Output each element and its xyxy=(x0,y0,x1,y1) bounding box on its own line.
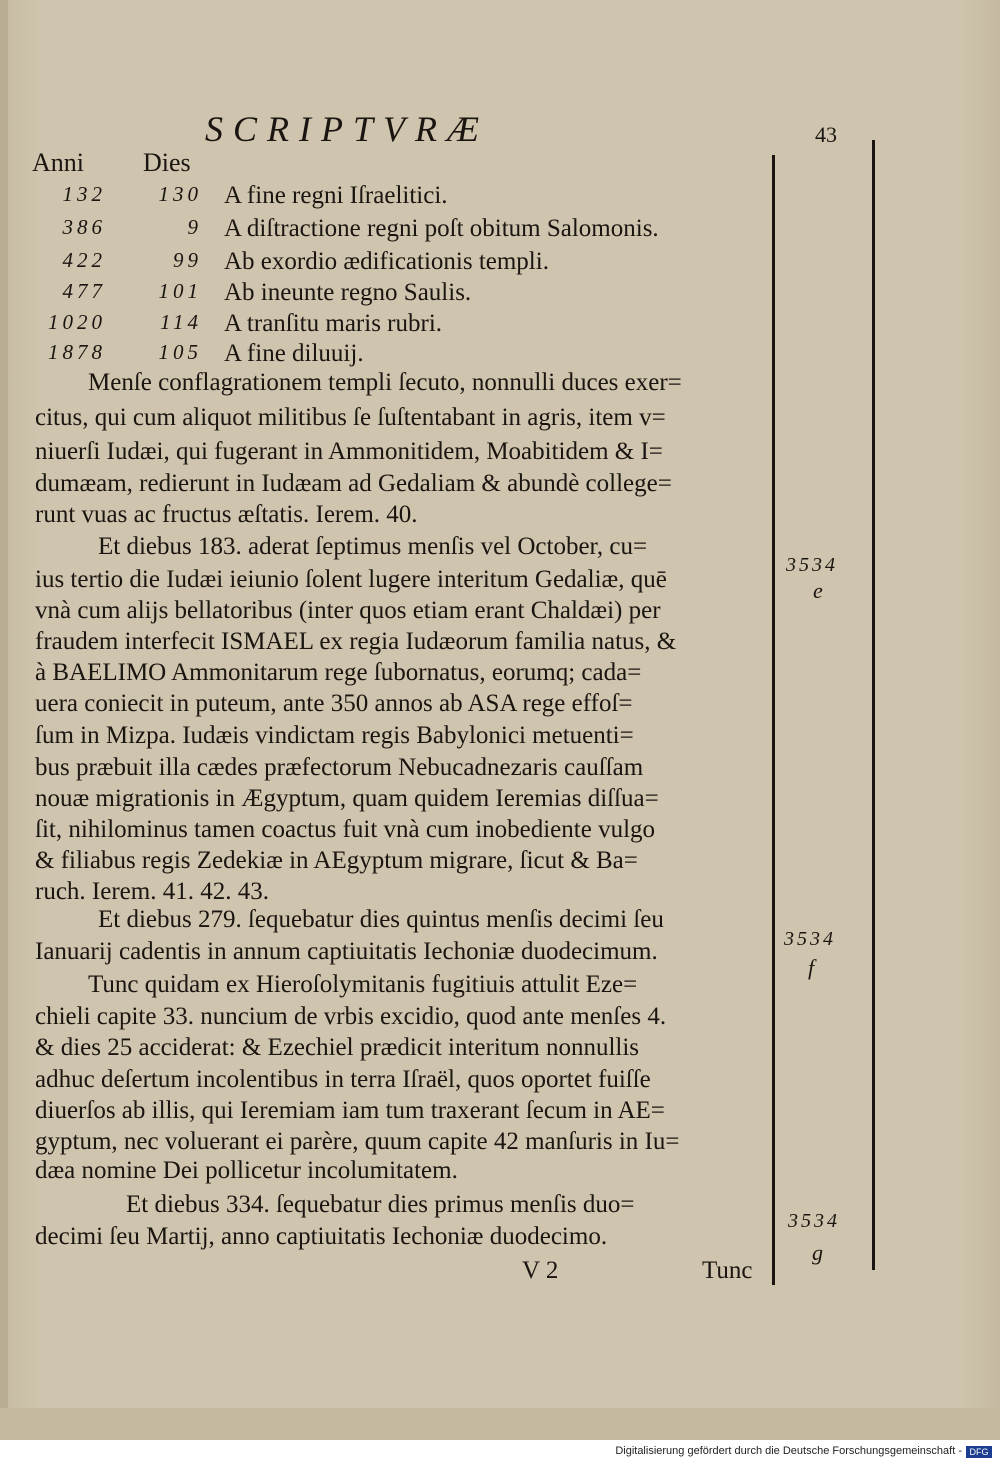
table-cell-text: A fine regni Iſraelitici. xyxy=(224,182,448,209)
table-cell-anni: 1020 xyxy=(48,310,106,334)
margin-year: 3534 xyxy=(788,1210,840,1232)
text-line: & filiabus regis Zedekiæ in AEgyptum migrare, ſicut & Ba= xyxy=(35,847,638,874)
margin-letter: g xyxy=(812,1240,823,1265)
text-line: dumæam, redierunt in Iudæam ad Gedaliam & abundè college= xyxy=(35,470,672,497)
text-line: ſum in Mizpa. Iudæis vindictam regis Babylonici metuenti= xyxy=(35,722,634,749)
text-line: niuerſi Iudæi, qui fugerant in Ammonitidem, Moabitidem & I= xyxy=(35,438,663,465)
text-line: dæa nomine Dei pollicetur incolumitatem. xyxy=(35,1157,458,1184)
table-cell-dies: 9 xyxy=(187,215,202,239)
table-cell-text: Ab exordio ædificationis templi. xyxy=(224,248,549,275)
margin-year: 3534 xyxy=(784,928,836,950)
margin-year: 3534 xyxy=(786,554,838,576)
table-header-dies: Dies xyxy=(143,148,191,177)
table-cell-text: A tranſitu maris rubri. xyxy=(224,310,443,337)
table-cell-dies: 99 xyxy=(173,248,202,272)
margin-rule xyxy=(872,140,875,1270)
text-line: Et diebus 334. ſequebatur dies primus menſis duo= xyxy=(126,1191,635,1218)
text-line: citus, qui cum aliquot militibus ſe ſuſtentabant in agris, item v= xyxy=(35,404,666,431)
text-line: ius tertio die Iudæi ieiunio ſolent lugere interitum Gedaliæ, quē xyxy=(35,566,667,593)
table-cell-text: A diſtractione regni poſt obitum Salomonis. xyxy=(224,215,659,242)
text-line: à BAELIMO Ammonitarum rege ſubornatus, eorumq; cada= xyxy=(35,659,642,686)
table-cell-dies: 105 xyxy=(158,340,202,364)
text-line: adhuc deſertum incolentibus in terra Iſraël, quos oportet fuiſſe xyxy=(35,1066,651,1093)
text-line: & dies 25 acciderat: & Ezechiel prædicit interitum nonnullis xyxy=(35,1034,640,1061)
table-cell-dies: 130 xyxy=(158,182,202,206)
page-gutter-edge xyxy=(0,0,8,1440)
table-cell-anni: 132 xyxy=(62,182,106,206)
table-cell-text: Ab ineunte regno Saulis. xyxy=(224,279,472,306)
text-line: fraudem interfecit ISMAEL ex regia Iudæorum familia natus, & xyxy=(35,628,677,655)
text-line: Ianuarij cadentis in annum captiuitatis Iechoniæ duodecimum. xyxy=(35,938,658,965)
margin-letter: e xyxy=(813,578,823,603)
catchword: Tunc xyxy=(702,1257,753,1284)
table-cell-anni: 1878 xyxy=(48,340,106,364)
dfg-logo: DFG xyxy=(966,1446,992,1458)
page-number: 43 xyxy=(815,122,837,147)
text-line: Menſe conflagrationem templi ſecuto, nonnulli duces exer= xyxy=(88,369,682,396)
text-line: ſit, nihilominus tamen coactus fuit vnà cum inobediente vulgo xyxy=(35,816,656,843)
column-rule xyxy=(772,155,775,1285)
table-cell-anni: 422 xyxy=(62,248,106,272)
footer-credit: Digitalisierung gefördert durch die Deutsche Forschungsgemeinschaft - xyxy=(615,1445,962,1457)
text-line: Et diebus 279. ſequebatur dies quintus menſis decimi ſeu xyxy=(98,906,664,933)
text-line: chieli capite 33. nuncium de vrbis excidio, quod ante menſes 4. xyxy=(35,1003,667,1030)
table-cell-dies: 101 xyxy=(158,279,202,303)
text-line: nouæ migrationis in Ægyptum, quam quidem Ieremias diſſua= xyxy=(35,785,659,812)
signature-mark: V 2 xyxy=(522,1257,559,1284)
margin-letter: f xyxy=(808,955,815,980)
table-cell-dies: 114 xyxy=(160,310,202,334)
text-line: vnà cum alijs bellatoribus (inter quos etiam erant Chaldæi) per xyxy=(35,597,661,624)
table-cell-text: A fine diluuij. xyxy=(224,340,364,367)
text-line: Et diebus 183. aderat ſeptimus menſis vel October, cu= xyxy=(98,533,648,560)
text-line: Tunc quidam ex Hieroſolymitanis fugitiuis attulit Eze= xyxy=(88,971,638,998)
text-line: diuerſos ab illis, qui Ieremiam iam tum traxerant ſecum in AE= xyxy=(35,1097,665,1124)
text-line: uera coniecit in puteum, ante 350 annos ab ASA rege effoſ= xyxy=(35,690,633,717)
running-head: SCRIPTVRÆ xyxy=(205,109,489,149)
text-line: bus præbuit illa cædes præfectorum Nebucadnezaris cauſſam xyxy=(35,754,644,781)
text-line: gyptum, nec voluerant ei parère, quum capite 42 manſuris in Iu= xyxy=(35,1128,680,1155)
table-header-anni: Anni xyxy=(32,148,84,177)
text-line: decimi ſeu Martij, anno captiuitatis Iechoniæ duodecimo. xyxy=(35,1223,608,1250)
table-cell-anni: 386 xyxy=(62,215,106,239)
page-bottom-edge xyxy=(0,1408,1000,1440)
text-line: ruch. Ierem. 41. 42. 43. xyxy=(35,878,269,905)
text-line: runt vuas ac fructus æſtatis. Ierem. 40. xyxy=(35,501,418,528)
table-cell-anni: 477 xyxy=(62,279,106,303)
